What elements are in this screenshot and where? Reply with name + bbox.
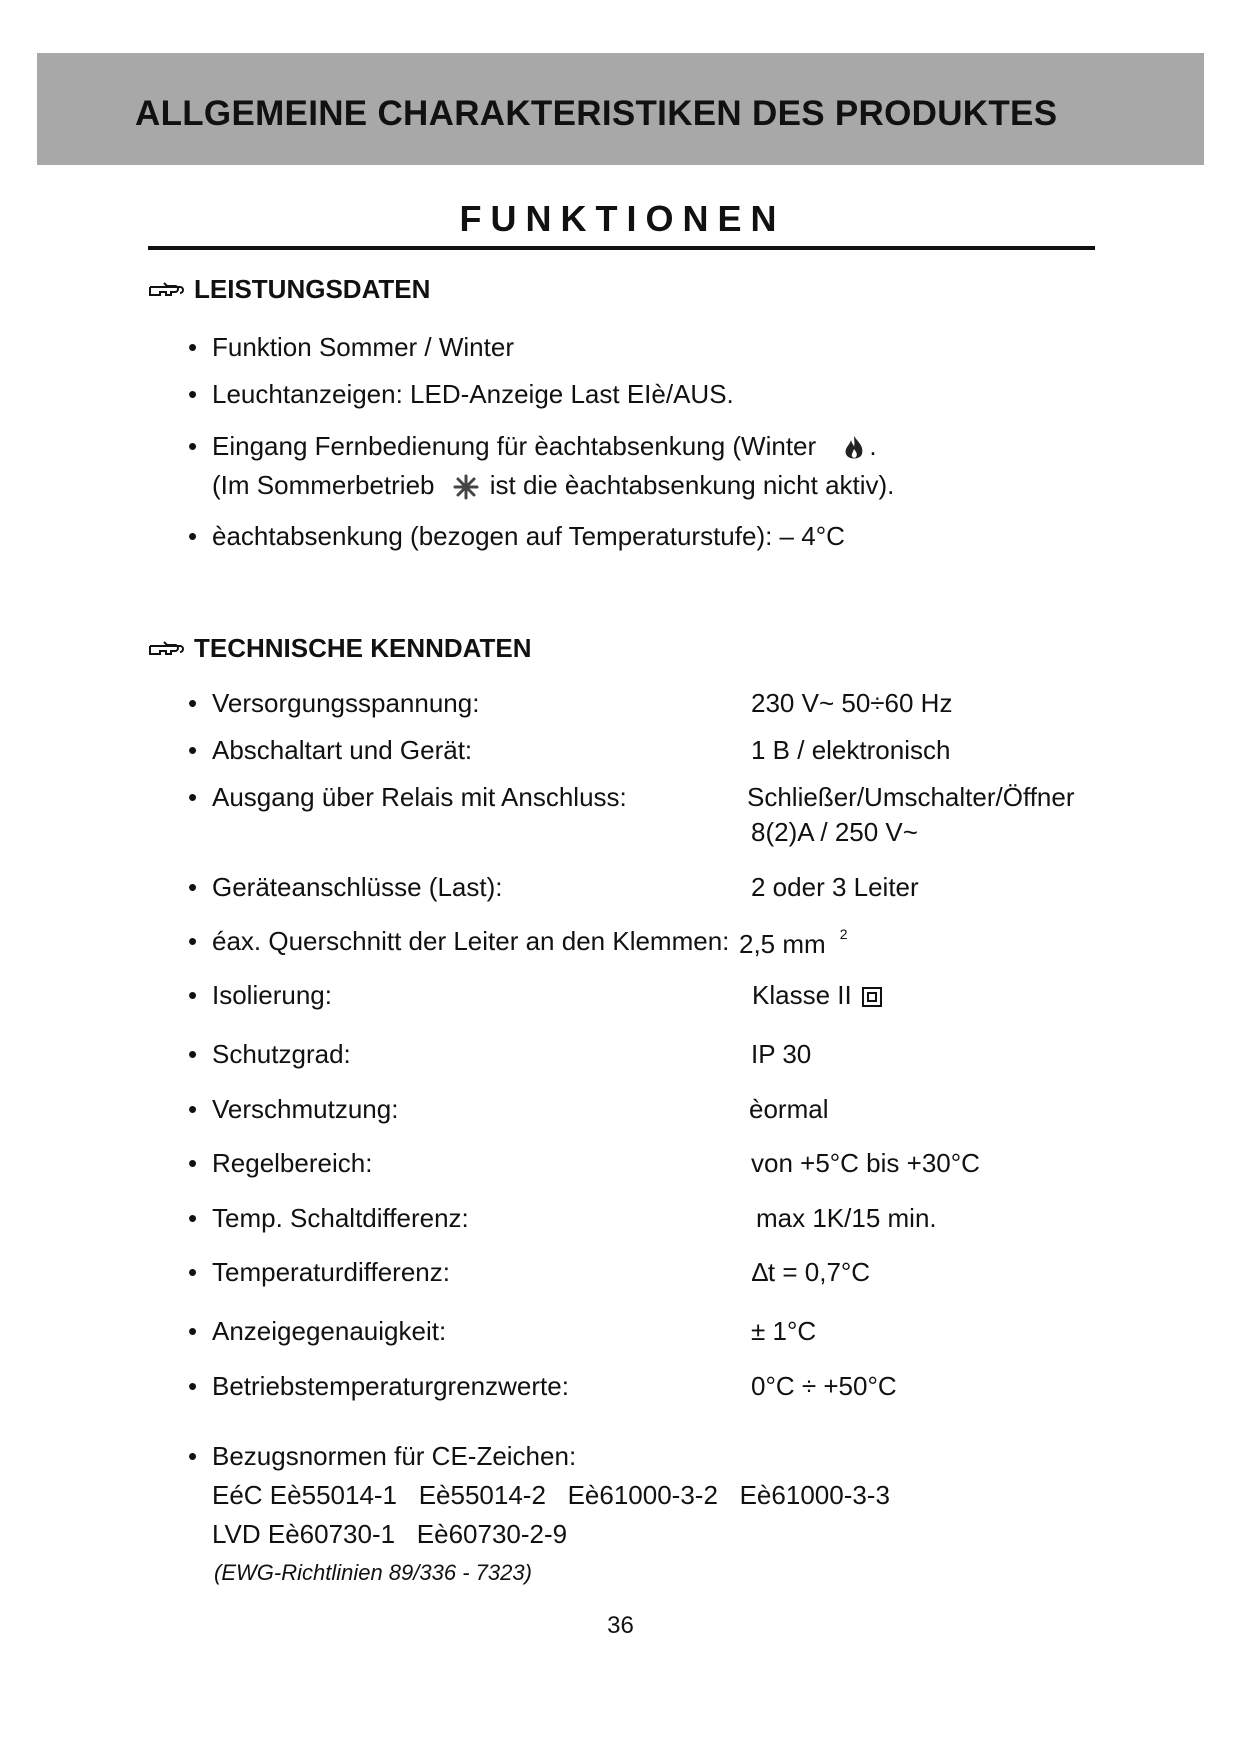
spec-label: • Temp. Schaltdifferenz:	[188, 1203, 469, 1233]
superscript: 2	[839, 926, 848, 942]
spec-value-text: 2,5 mm	[739, 929, 826, 959]
spec-label: • Verschmutzung:	[188, 1094, 399, 1124]
list-item-text: Funktion Sommer / Winter	[212, 332, 514, 362]
list-item-continuation	[212, 470, 894, 501]
flame-winter-icon	[839, 433, 869, 463]
list-item: • Eingang Fernbedienung für èachtabsenkung (Winter .	[188, 431, 877, 463]
spec-label: • Abschaltart und Gerät:	[188, 735, 473, 765]
spec-value: 0°C ÷ +50°C	[751, 1371, 897, 1401]
spec-label-text: Betriebstemperaturgrenzwerte:	[212, 1371, 569, 1401]
list-item: • Leuchtanzeigen: LED-Anzeige Last EIè/AUS.	[188, 379, 734, 409]
class-ii-icon	[862, 987, 882, 1007]
spec-label: • Regelbereich:	[188, 1148, 373, 1178]
spec-label: • Geräteanschlüsse (Last):	[188, 872, 503, 902]
spec-value: max 1K/15 min.	[756, 1203, 937, 1233]
page-number: 36	[607, 1612, 634, 1639]
performance-heading-text: LEISTUNGSDATEN	[194, 274, 431, 304]
section-divider	[148, 246, 1095, 250]
continuation-text-b: ist die èachtabsenkung nicht aktiv).	[489, 470, 895, 500]
spec-value: ± 1°C	[751, 1316, 817, 1346]
list-item: • Funktion Sommer / Winter	[188, 332, 514, 362]
spec-value: 230 V~ 50÷60 Hz	[751, 688, 953, 718]
spec-value	[739, 926, 847, 960]
spec-value-text: Klasse II	[752, 980, 852, 1010]
spec-value-secondary: 8(2)A / 250 V~	[751, 817, 918, 847]
spec-label: • Isolierung:	[188, 980, 332, 1010]
performance-heading	[148, 274, 430, 305]
norms-line-1: EéC Eè55014-1 Eè55014-2 Eè61000-3-2 Eè61000-3-3	[212, 1480, 890, 1510]
spec-value: 1 B / elektronisch	[751, 735, 951, 765]
spec-label: • Betriebstemperaturgrenzwerte:	[188, 1371, 569, 1401]
norms-label: • Bezugsnormen für CE-Zeichen:	[188, 1441, 577, 1471]
spec-value: ∆t = 0,7°C	[752, 1257, 871, 1287]
spec-label-text: Regelbereich:	[212, 1148, 373, 1178]
spec-label-text: Ausgang über Relais mit Anschluss:	[212, 782, 627, 812]
technical-heading	[148, 633, 532, 664]
list-item: • èachtabsenkung (bezogen auf Temperaturstufe): – 4°C	[188, 521, 845, 551]
list-item-text: Leuchtanzeigen: LED-Anzeige Last EIè/AUS.	[212, 379, 734, 409]
spec-label-text: Anzeigegenauigkeit:	[212, 1316, 447, 1346]
spec-label-text: Temp. Schaltdifferenz:	[212, 1203, 469, 1233]
spec-label: • Versorgungsspannung:	[188, 688, 480, 718]
pointing-hand-icon	[148, 638, 184, 660]
spec-label-text: Temperaturdifferenz:	[212, 1257, 450, 1287]
continuation-text-a: (Im Sommerbetrieb	[212, 470, 435, 500]
snowflake-summer-icon	[452, 473, 480, 501]
spec-label: • éax. Querschnitt der Leiter an den Klemmen:	[188, 926, 730, 956]
spec-value: 2 oder 3 Leiter	[751, 872, 919, 902]
spec-label: • Temperaturdifferenz:	[188, 1257, 450, 1287]
spec-value: IP 30	[751, 1039, 812, 1069]
list-item-end: .	[869, 431, 877, 461]
technical-heading-text: TECHNISCHE KENNDATEN	[194, 633, 532, 663]
spec-value	[752, 980, 882, 1011]
spec-label-text: Verschmutzung:	[212, 1094, 399, 1124]
section-title: FUNKTIONEN	[459, 198, 786, 239]
spec-value: èormal	[749, 1094, 829, 1124]
norms-note: (EWG-Richtlinien 89/336 - 7323)	[214, 1560, 532, 1585]
spec-label-text: Schutzgrad:	[212, 1039, 351, 1069]
spec-label-text: Isolierung:	[212, 980, 332, 1010]
pointing-hand-icon	[148, 279, 184, 301]
spec-label: • Schutzgrad:	[188, 1039, 351, 1069]
norms-line-2: LVD Eè60730-1 Eè60730-2-9	[212, 1519, 568, 1549]
list-item-text: èachtabsenkung (bezogen auf Temperaturstufe): – 4°C	[212, 521, 845, 551]
norms-label-text: Bezugsnormen für CE-Zeichen:	[212, 1441, 577, 1471]
spec-label-text: Geräteanschlüsse (Last):	[212, 872, 503, 902]
list-item-text: Eingang Fernbedienung für èachtabsenkung (Winter	[212, 431, 817, 461]
spec-value: Schließer/Umschalter/Öffner	[747, 782, 1075, 812]
spec-label-text: éax. Querschnitt der Leiter an den Klemmen:	[212, 926, 730, 956]
spec-label: • Anzeigegenauigkeit:	[188, 1316, 447, 1346]
spec-value: von +5°C bis +30°C	[751, 1148, 980, 1178]
spec-label-text: Versorgungsspannung:	[212, 688, 480, 718]
spec-label-text: Abschaltart und Gerät:	[212, 735, 473, 765]
spec-label: • Ausgang über Relais mit Anschluss:	[188, 782, 627, 812]
page-header-title: ALLGEMEINE CHARAKTERISTIKEN DES PRODUKTES	[135, 94, 1058, 133]
